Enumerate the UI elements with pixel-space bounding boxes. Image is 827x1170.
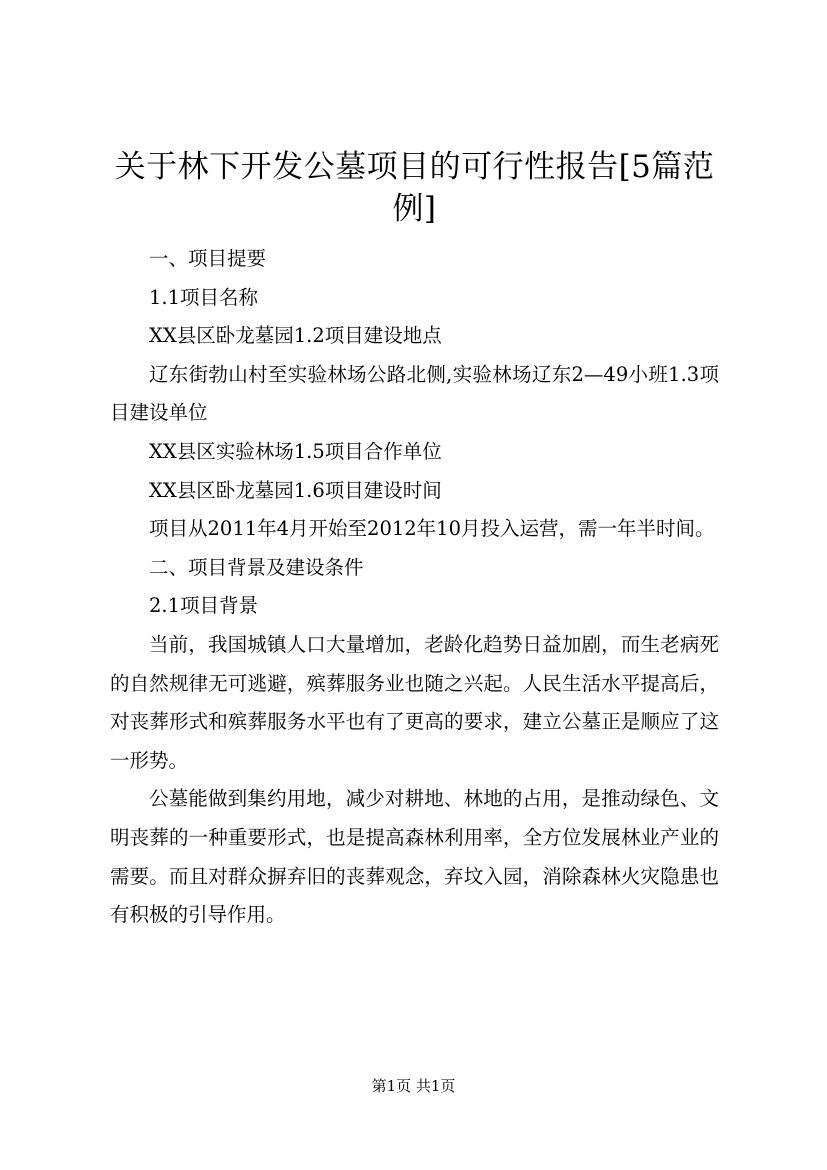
paragraph-section-heading-2: 二、项目背景及建设条件 bbox=[149, 555, 364, 579]
page-footer: 第1页 共1页 bbox=[371, 1077, 456, 1095]
document-body bbox=[110, 240, 719, 935]
paragraph-background-1: 当前，我国城镇人口大量增加，老龄化趋势日益加剧，而生老病死的自然规律无可逃避，殡葬服务业也随之兴起。人民生活水平提高后，对丧葬形式和殡葬服务水平也有了更高的要求，建立公墓正是顺应了这一形势。 bbox=[110, 632, 719, 772]
document-title: 关于林下开发公墓项目的可行性报告[5篇范例] bbox=[114, 149, 715, 227]
paragraph-construction-time: 项目从2011年4月开始至2012年10月投入运营，需一年半时间。 bbox=[149, 517, 715, 541]
paragraph-project-name-heading: 1.1项目名称 bbox=[149, 285, 259, 309]
paragraph-background-2: 公墓能做到集约用地，减少对耕地、林地的占用，是推动绿色、文明丧葬的一种重要形式，也是提高森林利用率，全方位发展林业产业的需要。而且对群众摒弃旧的丧葬观念，弃坟入园，消除森林火灾隐患也有积极的引导作用。 bbox=[110, 787, 719, 927]
paragraph-partner-unit: XX县区卧龙墓园1.6项目建设时间 bbox=[149, 478, 442, 502]
paragraph-project-location: 辽东街勃山村至实验林场公路北侧,实验林场辽东2—49小班1.3项目建设单位 bbox=[110, 362, 719, 425]
paragraph-section-heading-1: 一、项目提要 bbox=[149, 247, 267, 270]
paragraph-background-heading: 2.1项目背景 bbox=[149, 594, 259, 618]
paragraph-construction-unit: XX县区实验林场1.5项目合作单位 bbox=[149, 439, 442, 463]
paragraph-project-name: XX县区卧龙墓园1.2项目建设地点 bbox=[149, 324, 442, 348]
